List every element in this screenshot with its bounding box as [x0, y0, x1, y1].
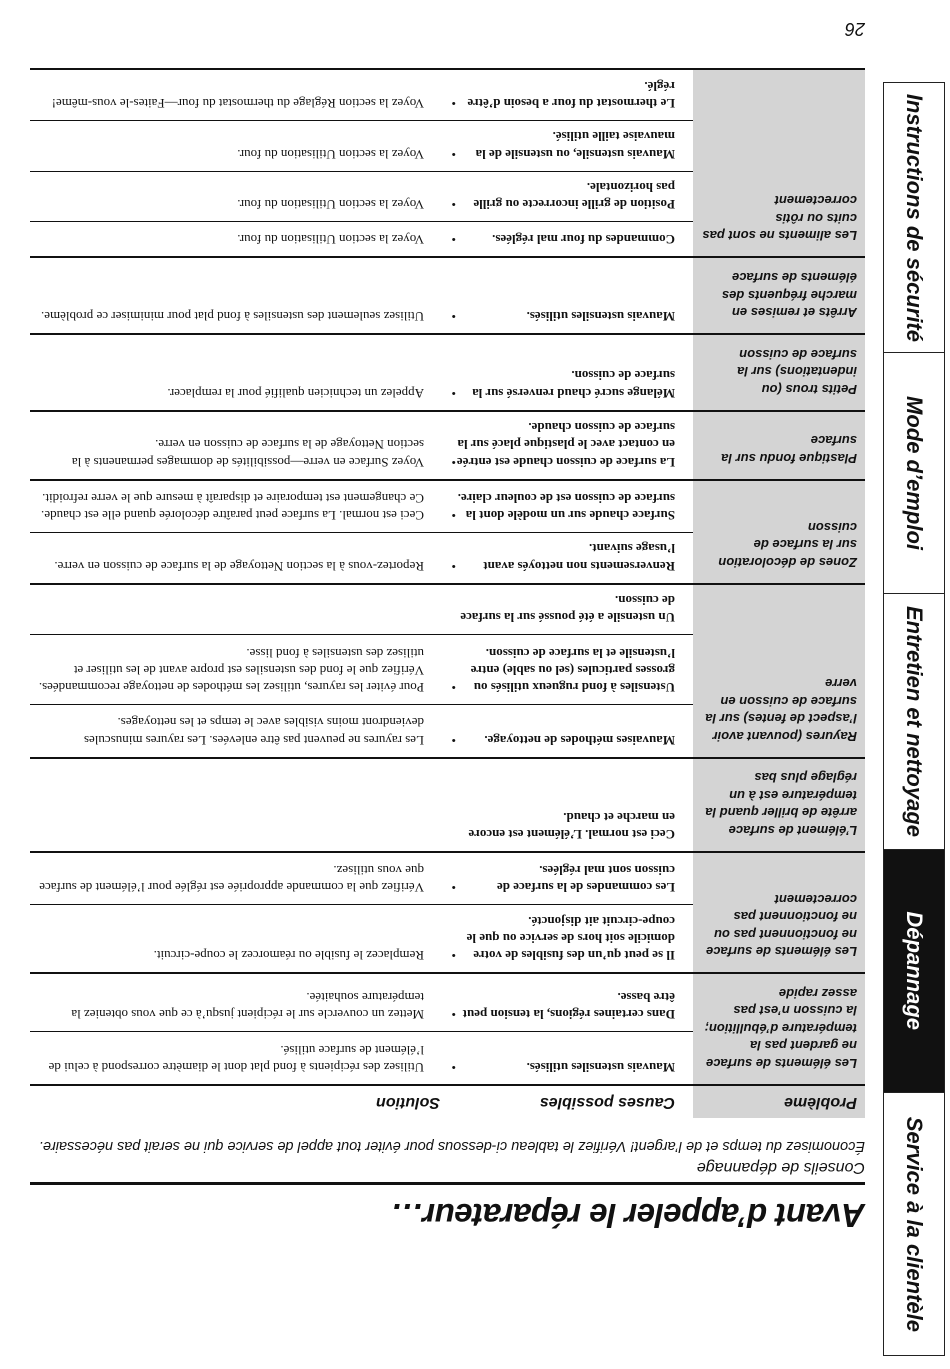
problem-group: [30, 479, 865, 583]
solution-cell: [30, 592, 448, 627]
tab-label: Entretien et nettoyage: [902, 605, 927, 838]
bullet-icon: •: [451, 1060, 456, 1075]
table-row: [30, 705, 693, 757]
header: [30, 1196, 865, 1234]
solution-text: Voyez la section Utilisation du four.: [237, 232, 424, 248]
problem-cell: L’élément de surface arrête de briller quand la température est à un réglage plus bas: [693, 759, 865, 851]
tab-label: Service à la clientèle: [902, 1116, 927, 1332]
solution-text: Utilisez des récipients à fond plat dont le diamètre correspond à celui de l’élément de surface utilisé.: [48, 1042, 424, 1075]
bullet-icon: •: [451, 680, 456, 696]
tab-label: Instructions de sécurité: [902, 93, 927, 342]
bullet-icon: •: [451, 385, 456, 401]
problem-cell: Rayures (pouvant avoir l’aspect de fentes) sur la surface de cuisson en verre: [693, 585, 865, 757]
bullet-icon: •: [451, 508, 456, 524]
subtitle: Conseils de dépannage: [696, 1159, 865, 1176]
solution-cell: [30, 987, 456, 1024]
solution-cell: [30, 540, 456, 575]
problem-group: [30, 68, 865, 256]
solution-item: [38, 231, 456, 248]
table-row: [30, 905, 693, 972]
solution-text: Utilisez seulement des ustensiles à fond plat pour minimiser ce problème.: [40, 309, 424, 325]
header-causes: Causes possibles: [539, 1094, 675, 1111]
solution-item: [38, 947, 456, 964]
tab-mode-emploi[interactable]: [884, 352, 944, 593]
cause-cell: La surface de cuisson chaude est entrée en contact avec le plastique placé sur la surface de cuisson chaude.: [456, 420, 675, 470]
bullet-icon: •: [451, 732, 456, 748]
table-row: [30, 853, 693, 906]
problem-group: [30, 583, 865, 757]
cause-cell: Mauvaises méthodes de nettoyage.: [484, 732, 675, 748]
cause-rows: [30, 70, 693, 256]
table-row: [30, 222, 693, 256]
bullet-icon: •: [451, 948, 456, 964]
cause-rows: [30, 412, 693, 479]
cause-cell: Les commandes de la surface de cuisson sont mal réglées.: [496, 863, 675, 896]
cause-cell: Ceci est normal. L’élément est encore en marche et chaud.: [468, 809, 675, 842]
title-rule: [30, 1182, 865, 1185]
bullet-icon: •: [451, 309, 456, 325]
problem-cell: Petits trous (ou indentations) sur la surface de cuisson: [693, 335, 865, 410]
problem-cell: Plastique fondu sur la surface: [693, 412, 865, 479]
troubleshooting-table: [30, 68, 865, 1118]
solution-text: Voyez la section Utilisation du four.: [237, 146, 424, 162]
cause-rows: [30, 258, 693, 333]
solution-item: [38, 644, 456, 696]
problem-group: [30, 256, 865, 333]
bullet-icon: •: [451, 96, 456, 112]
solution-text: Remplacez le fusible ou réamorcez le coupe-circuit.: [153, 948, 424, 964]
problem-cell: Les aliments ne sont pas cuits ou rôtis correctement: [693, 70, 865, 256]
cause-cell: Position de grille incorrecte ou grille pas horizontale.: [473, 179, 675, 213]
solution-cell: [30, 367, 456, 402]
solution-cell: [30, 860, 456, 897]
cause-rows: [30, 974, 693, 1084]
solution-item: [38, 145, 456, 162]
tab-depannage[interactable]: [884, 849, 944, 1092]
problem-group: [30, 410, 865, 479]
solution-cell: [30, 77, 456, 112]
solution-cell: [30, 1039, 456, 1076]
solution-text: Voyez Surface en verre—possibilités de dommages permanents à la section Nettoyage de la surface de cuisson en verre.: [71, 437, 424, 470]
cause-cell: Mélange sucré chaud renversé sur la surface de cuisson.: [472, 368, 675, 401]
cause-cell: Renversements non nettoyés avant l’usage suivant.: [483, 541, 675, 574]
table-row: [30, 1032, 693, 1084]
tab-label: Dépannage: [902, 911, 927, 1031]
table-row: [30, 585, 693, 636]
solution-text: Appelez un technicien qualifié pour la remplacer.: [167, 385, 424, 401]
table-row: [30, 172, 693, 223]
table-row: [30, 801, 693, 851]
header-problem: Problème: [693, 1086, 865, 1118]
solution-text: Ceci est normal. La surface peut paraître décolorée quand elle est chaude. Ce changement est temporaire et disparaît à mesure que le verre refroidit.: [41, 490, 424, 524]
solution-cell: [30, 808, 448, 843]
problem-group: [30, 972, 865, 1084]
table-row: [30, 70, 693, 121]
bullet-icon: •: [451, 880, 456, 896]
table-row: [30, 299, 693, 333]
solution-text: Voyez la section Utilisation du four.: [237, 197, 424, 213]
table-row: [30, 121, 693, 172]
cause-cell: Mauvais ustensiles utilisés.: [526, 309, 675, 325]
bullet-icon: •: [451, 1007, 456, 1023]
solution-cell: [30, 642, 456, 696]
cause-cell: Un ustensile a été poussé sur la surface de cuisson.: [460, 592, 675, 626]
bullet-icon: •: [451, 232, 456, 248]
solution-text: Reportez-vous à la section Nettoyage de la surface de cuisson en verre.: [54, 558, 424, 574]
bullet-icon: •: [451, 146, 456, 162]
tab-label: Mode d’emploi: [902, 396, 927, 550]
solution-item: [38, 989, 456, 1024]
cause-cell: Commandes du four mal réglées.: [492, 232, 675, 248]
solution-text: Pour éviter les rayures, utilisez les méthodes de nettoyage recommandées. Vérifiez que le fond des ustensiles est propre avant de les utiliser et utilisez des ustensiles à fond lisse.: [38, 645, 424, 696]
tab-entretien[interactable]: [884, 593, 944, 849]
cause-cell: Surface chaude sur un modèle dont la surface de cuisson est de couleur claire.: [457, 490, 675, 524]
cause-rows: [30, 853, 693, 972]
cause-rows: [30, 481, 693, 583]
problem-group: [30, 851, 865, 972]
solution-item: [38, 384, 456, 401]
problem-cell: Les éléments de surface ne fonctionnent pas ou ne fonctionnent pas correctement: [693, 853, 865, 972]
table-header: [30, 1084, 865, 1118]
solution-cell: [30, 128, 456, 163]
solution-cell: [30, 912, 456, 964]
solution-cell: [30, 488, 456, 525]
solution-cell: [30, 179, 456, 214]
table-row: [30, 412, 693, 479]
solution-text: Vérifiez que la commande appropriée est réglée pour l’élément de surface que vous utilisez.: [39, 863, 424, 896]
table-row: [30, 980, 693, 1033]
solution-text: Voyez la section Réglage du thermostat du four—Faites-le vous-même!: [51, 96, 424, 112]
solution-item: [38, 714, 456, 749]
solution-item: [38, 490, 456, 525]
table-body: [30, 68, 865, 1084]
bullet-icon: •: [451, 197, 456, 213]
problem-cell: Zones de décoloration sur la surface de cuisson: [693, 481, 865, 583]
solution-item: [38, 557, 456, 574]
solution-text: Mettez un couvercle sur le récipient jusqu’à ce que vous obteniez la température souhaitée.: [71, 990, 424, 1023]
cause-rows: [30, 759, 693, 851]
solution-cell: [30, 229, 456, 248]
problem-group: [30, 757, 865, 851]
problem-group: [30, 333, 865, 410]
table-row: [30, 635, 693, 705]
cause-rows: [30, 335, 693, 410]
intro-text: Économisez du temps et de l’argent! Vérifiez le tableau ci-dessous pour éviter tout appel de service qui ne serait pas nécessaire.: [38, 1138, 865, 1154]
page-title: Avant d’appeler le réparateur…: [390, 1197, 865, 1234]
solution-item: [38, 1041, 456, 1076]
bullet-icon: •: [451, 558, 456, 574]
tab-securite[interactable]: [884, 83, 944, 352]
page-number: 26: [844, 19, 865, 39]
solution-text: Les rayures ne peuvent pas être enlevées. Les rayures minuscules deviendront moins visibles avec le temps et les nettoyages.: [83, 715, 424, 748]
solution-item: [38, 95, 456, 112]
cause-cell: Dans certaines régions, la tension peut être basse.: [462, 990, 675, 1023]
solution-cell: [30, 712, 456, 749]
solution-item: [38, 862, 456, 897]
solution-item: [38, 196, 456, 213]
problem-cell: Arrêts et remises en marche fréquents des éléments de surface: [693, 258, 865, 333]
cause-cell: Mauvais ustensiles utilisés.: [526, 1060, 675, 1075]
bullet-icon: •: [451, 454, 456, 470]
cause-cell: Mauvais ustensile, ou ustensile de la mauvaise taille utilisé.: [475, 129, 675, 162]
cause-rows: [30, 585, 693, 757]
section-tabs: [883, 82, 945, 1356]
solution-cell: [30, 419, 456, 471]
tab-service[interactable]: [884, 1092, 944, 1355]
cause-cell: Ustensiles à fond rugueux utilisés ou grosses particules (sel ou sable) entre l’ustensile et la surface de cuisson.: [470, 645, 675, 696]
table-row: [30, 533, 693, 583]
solution-item: [38, 436, 456, 471]
solution-cell: [30, 306, 456, 325]
cause-cell: Le thermostat du four a besoin d’être réglé.: [467, 78, 675, 112]
cause-cell: Il se peut qu’un des fusibles de votre domicile soit hors de service ou que le coupe-circuit ait disjoncté.: [466, 913, 675, 964]
table-row: [30, 360, 693, 410]
problem-cell: Les éléments de surface ne gardent pas la température d’ébullition; la cuisson n’est pas assez rapide: [693, 974, 865, 1084]
solution-item: [38, 308, 456, 325]
header-solution: Solution: [376, 1094, 440, 1111]
table-row: [30, 481, 693, 534]
